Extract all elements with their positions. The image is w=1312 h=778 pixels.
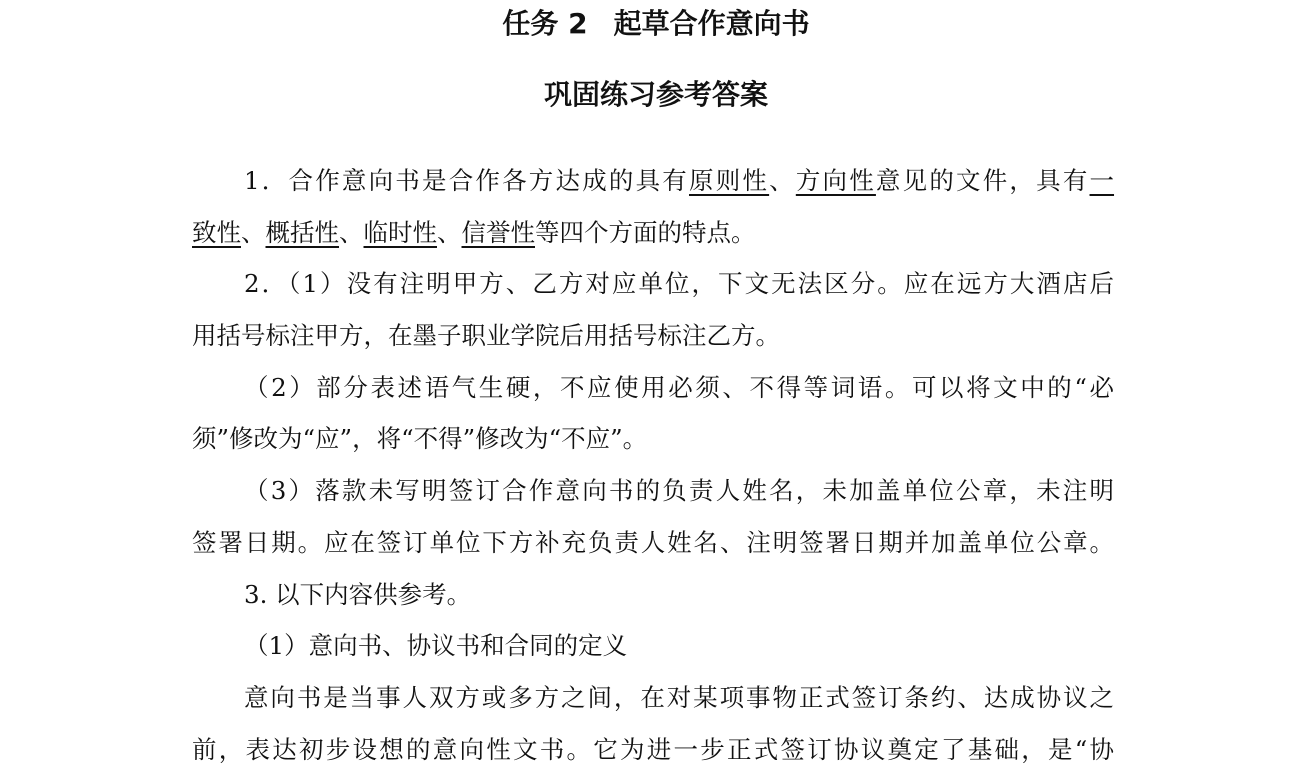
answer-1-text: 、 <box>437 217 462 247</box>
underlined-term: 一 <box>1089 166 1115 195</box>
answer-1-line-2 <box>192 207 1114 259</box>
answer-1-text: 、 <box>339 217 364 247</box>
underlined-term: 致性 <box>192 217 241 247</box>
underlined-term: 原则性 <box>689 166 770 195</box>
answer-3-line-1: 3. 以下内容供参考。 <box>244 579 472 609</box>
underlined-term: 概括性 <box>265 217 339 247</box>
answer-3-line-4: 前，表达初步设想的意向性文书。它为进一步正式签订协议奠定了基础，是“协 <box>192 734 1114 764</box>
task-title: 起草合作意向书 <box>613 7 810 40</box>
answer-1-text: 意见的文件，具有 <box>875 166 1090 195</box>
answer-1-text: 、 <box>769 166 796 195</box>
underlined-term: 信誉性 <box>461 217 535 247</box>
answer-1-text: 、 <box>241 217 266 247</box>
answer-1-line-1 <box>192 155 1114 207</box>
answer-3-line-3: 意向书是当事人双方或多方之间，在对某项事物正式签订条约、达成协议之 <box>244 682 1114 712</box>
task-heading <box>0 4 1312 44</box>
underlined-term: 方向性 <box>795 166 876 195</box>
answer-2-line-4: 须”修改为“应”，将“不得”修改为“不应”。 <box>192 424 648 454</box>
answer-1-text: 等四个方面的特点。 <box>535 217 756 247</box>
answer-2-line-3: （2）部分表述语气生硬，不应使用必须、不得等词语。可以将文中的“必 <box>244 372 1114 402</box>
answer-3-line-2: （1）意向书、协议书和合同的定义 <box>244 631 628 661</box>
answer-2-line-6: 签署日期。应在签订单位下方补充负责人姓名、注明签署日期并加盖单位公章。 <box>192 527 1114 557</box>
task-label: 任务 2 <box>502 7 588 40</box>
page-subtitle: 巩固练习参考答案 <box>543 78 768 111</box>
document-body <box>192 155 1114 775</box>
answer-2-line-1: 2．（1）没有注明甲方、乙方对应单位，下文无法区分。应在远方大酒店后 <box>244 269 1114 299</box>
underlined-term: 临时性 <box>363 217 437 247</box>
answer-1-text: 1．合作意向书是合作各方达成的具有 <box>244 166 689 195</box>
answer-2-line-5: （3）落款未写明签订合作意向书的负责人姓名，未加盖单位公章，未注明 <box>244 476 1114 506</box>
answer-2-line-2: 用括号标注甲方，在墨子职业学院后用括号标注乙方。 <box>192 321 780 351</box>
